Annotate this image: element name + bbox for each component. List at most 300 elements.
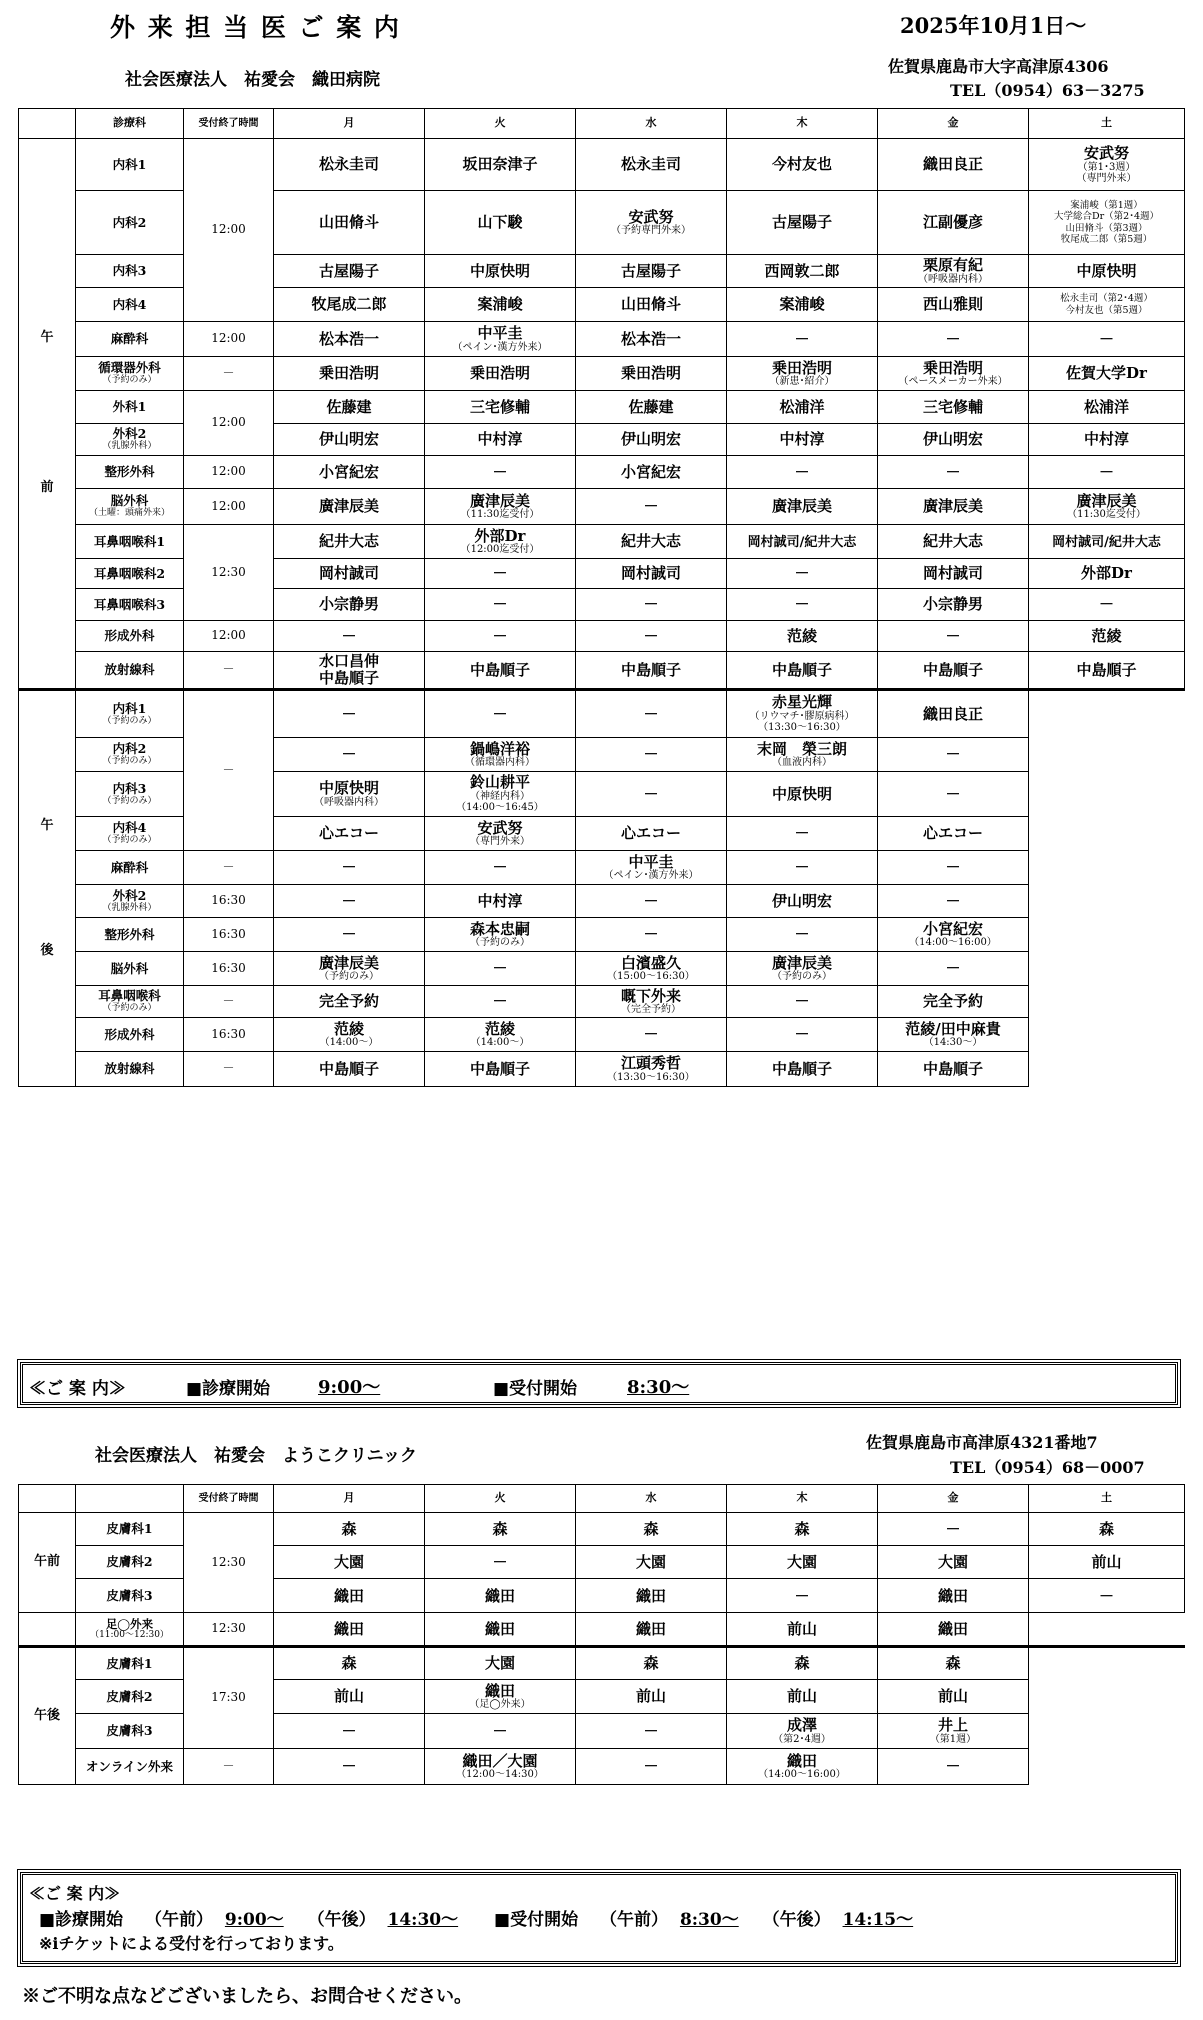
schedule-cell (274, 139, 425, 191)
schedule-cell (1029, 690, 1185, 738)
doctor-name: － (492, 704, 508, 723)
schedule-cell (425, 885, 576, 918)
reception-end-time: 12:00 (184, 322, 274, 357)
schedule-cell (727, 1647, 878, 1680)
doctor-name: － (945, 745, 961, 764)
doctor-name: 織田 (937, 1586, 968, 1605)
doctor-name: 小宮紀宏 (620, 462, 681, 481)
table-row (19, 690, 1185, 738)
table-row (19, 391, 1185, 424)
dept-name: 皮膚科2 (106, 1688, 153, 1704)
schedule-cell (576, 1613, 727, 1647)
doctor-name: 紀井大志 (922, 532, 983, 551)
schedule-cell (576, 525, 727, 559)
dept-note: （乳腺外科） (102, 902, 157, 913)
schedule-cell (1029, 424, 1185, 456)
reception-end-time: 12:30 (184, 1513, 274, 1613)
doctor-name: 前山 (333, 1687, 364, 1706)
schedule-cell (576, 918, 727, 952)
doctor-name: － (492, 626, 508, 645)
time-header: 受付終了時間 (184, 109, 274, 139)
schedule-cell (425, 652, 576, 690)
dept-cell (76, 738, 184, 772)
schedule-cell (878, 986, 1029, 1018)
schedule-cell (878, 772, 1029, 817)
table-row (19, 885, 1185, 918)
schedule-cell (425, 986, 576, 1018)
dept-note: （予約のみ） (102, 756, 157, 767)
schedule-cell (425, 139, 576, 191)
day-header-3: 木 (727, 1485, 878, 1513)
schedule-cell (727, 1749, 878, 1785)
doctor-name: 案浦峻 (477, 295, 523, 314)
dept-name: 外科2 (112, 887, 147, 903)
doctor-note: （ペイン･漢方外来） (603, 870, 699, 882)
schedule-cell (576, 322, 727, 357)
schedule-cell (274, 690, 425, 738)
doctor-name: － (492, 858, 508, 877)
dept-name: 皮膚科3 (106, 1723, 153, 1738)
doctor-name: 伊山明宏 (620, 430, 681, 449)
schedule-cell (878, 1513, 1029, 1546)
rotation-note: 山田脩斗（第3週） (1065, 222, 1148, 234)
corner-cell (19, 109, 76, 139)
doctor-name: － (643, 595, 659, 614)
doctor-name: － (945, 784, 961, 803)
table-row (19, 139, 1185, 191)
doctor-name: 范綾/田中麻貴 (905, 1019, 1001, 1038)
doctor-name: 范綾 (1091, 626, 1122, 645)
schedule-cell (274, 1647, 425, 1680)
clinic-tel: TEL（0954）68－0007 (950, 1458, 1145, 1477)
doctor-name: 山田脩斗 (620, 295, 681, 314)
dept-name: 脳外科 (110, 960, 149, 976)
dept-name: 内科2 (112, 214, 147, 230)
dept-name: 循環器外科 (98, 360, 161, 376)
doctor-name: 小宗静男 (922, 595, 983, 614)
iticket-note: ※iチケットによる受付を行っております。 (39, 1934, 344, 1953)
doctor-name: 織田 (786, 1751, 817, 1770)
schedule-cell (425, 255, 576, 288)
schedule-cell (576, 139, 727, 191)
doctor-name: 森本忠嗣 (469, 919, 530, 938)
dept-note: （予約のみ） (102, 375, 157, 386)
doctor-name: 江副優彦 (922, 213, 983, 232)
doctor-name: 外部Dr (474, 526, 526, 545)
doctor-name: 森 (643, 1654, 659, 1673)
rotation-note: 松永圭司（第2･4週） (1060, 293, 1153, 305)
doctor-note: （完全予約） (621, 1004, 681, 1016)
dept-cell (76, 1052, 184, 1087)
doctor-name: 乗田浩明 (922, 358, 983, 377)
doctor-name: 森 (794, 1520, 810, 1539)
reception-am-time: 8:30～ (679, 1910, 739, 1930)
dept-name: 内科3 (112, 780, 147, 796)
doctor-name: － (945, 626, 961, 645)
doctor-name: 中村淳 (1083, 430, 1129, 449)
schedule-cell (576, 1018, 727, 1052)
schedule-cell (727, 1714, 878, 1749)
doctor-name: 織田 (484, 1620, 515, 1639)
doctor-name: 山下駿 (477, 213, 523, 232)
doctor-name: － (492, 992, 508, 1011)
schedule-cell (576, 1749, 727, 1785)
doctor-name: 前山 (635, 1687, 666, 1706)
schedule-cell (425, 191, 576, 255)
consult-start-label: ■診療開始 (186, 1379, 271, 1399)
doctor-name: 鈴山耕平 (469, 773, 530, 792)
reception-end-time: － (184, 690, 274, 851)
schedule-cell (576, 255, 727, 288)
doctor-name: 廣津辰美 (318, 953, 379, 972)
rotation-note: 案浦峻（第1週） (1070, 200, 1143, 212)
schedule-cell (727, 885, 878, 918)
dept-name: 皮膚科2 (106, 1554, 153, 1569)
doctor-note: （11:30迄受付） (460, 509, 540, 521)
schedule-cell (274, 288, 425, 322)
schedule-cell (576, 391, 727, 424)
schedule-cell (1029, 851, 1185, 885)
day-header-0: 月 (274, 109, 425, 139)
doctor-name: 乗田浩明 (318, 364, 379, 383)
schedule-cell (274, 885, 425, 918)
doctor-name: 伊山明宏 (922, 430, 983, 449)
reception-end-time: 16:30 (184, 1018, 274, 1052)
schedule-cell (425, 1714, 576, 1749)
doctor-note: （13:30～16:30） (607, 1071, 695, 1083)
schedule-cell (274, 817, 425, 851)
doctor-name: － (794, 329, 810, 348)
schedule-cell (878, 885, 1029, 918)
doctor-name: 乗田浩明 (771, 358, 832, 377)
schedule-cell (1029, 139, 1185, 191)
clinic-address: 佐賀県鹿島市高津原4321番地7 (866, 1433, 1098, 1452)
dept-cell (76, 525, 184, 559)
doctor-name: 森 (341, 1654, 357, 1673)
schedule-cell (878, 1579, 1029, 1613)
dept-cell (76, 817, 184, 851)
pm-label: （午後） (762, 1910, 831, 1930)
doctor-name: 大園 (635, 1553, 666, 1572)
doctor-name: － (341, 745, 357, 764)
doctor-name: 乗田浩明 (469, 364, 530, 383)
schedule-cell (878, 559, 1029, 589)
table-row (19, 621, 1185, 652)
doctor-name: － (643, 704, 659, 723)
schedule-cell (274, 391, 425, 424)
schedule-cell (1029, 1680, 1185, 1714)
doctor-name: 織田 (635, 1586, 666, 1605)
doctor-note: （12:00迄受付） (460, 544, 540, 556)
doctor-name: 中原快明 (318, 779, 379, 797)
schedule-cell (727, 391, 878, 424)
schedule-cell (727, 652, 878, 690)
schedule-cell (727, 1052, 878, 1087)
hospital-tel: TEL（0954）63－3275 (950, 81, 1145, 100)
schedule-cell (1029, 918, 1185, 952)
session-char: 午 (40, 817, 54, 833)
doctor-name: 今村友也 (771, 155, 832, 174)
doctor-note: （神経内科） (470, 791, 530, 803)
schedule-cell (576, 1714, 727, 1749)
session-label (19, 139, 76, 690)
schedule-cell (425, 621, 576, 652)
doctor-name: 森 (341, 1520, 357, 1539)
schedule-cell (1029, 952, 1185, 986)
doctor-name: 織田 (484, 1681, 515, 1700)
schedule-cell (878, 288, 1029, 322)
doctor-name: 森 (492, 1520, 508, 1539)
doctor-name: － (492, 462, 508, 481)
doctor-name: 中島順子 (922, 660, 983, 679)
schedule-cell (878, 918, 1029, 952)
doctor-name: 中島順子 (318, 669, 379, 687)
dept-name: 外科1 (112, 399, 147, 414)
reception-end-time: 12:00 (184, 139, 274, 322)
doctor-name: 前山 (1091, 1553, 1122, 1572)
doctor-name: － (643, 1721, 659, 1740)
schedule-cell (1029, 1749, 1185, 1785)
doctor-name: 江頭秀哲 (620, 1054, 681, 1072)
doctor-name: 前山 (786, 1687, 817, 1706)
schedule-cell (576, 1052, 727, 1087)
schedule-cell (576, 817, 727, 851)
reception-end-time: － (184, 357, 274, 391)
dept-name: 内科1 (112, 156, 147, 172)
schedule-cell (274, 738, 425, 772)
doctor-name: 中村淳 (779, 430, 825, 449)
schedule-cell (1029, 621, 1185, 652)
am-label: （午前） (144, 1910, 213, 1930)
doctor-name: 大園 (484, 1654, 515, 1673)
schedule-cell (425, 690, 576, 738)
schedule-cell (878, 489, 1029, 525)
schedule-cell (274, 191, 425, 255)
schedule-cell (727, 424, 878, 456)
doctor-name: 中原快明 (1076, 261, 1137, 280)
consult-start-label: ■診療開始 (39, 1910, 124, 1930)
dept-name: 放射線科 (104, 662, 155, 677)
schedule-cell (1029, 652, 1185, 690)
schedule-cell (727, 952, 878, 986)
dept-cell (76, 322, 184, 357)
schedule-cell (878, 139, 1029, 191)
schedule-cell (878, 1613, 1029, 1647)
schedule-cell (425, 1018, 576, 1052)
dept-cell (76, 357, 184, 391)
schedule-cell (727, 525, 878, 559)
dept-cell (76, 690, 184, 738)
schedule-cell (274, 621, 425, 652)
doctor-note: （新患･紹介） (769, 376, 835, 388)
table-row (19, 357, 1185, 391)
doctor-name: 三宅修輔 (922, 397, 983, 416)
reception-pm-time: 14:15～ (842, 1910, 914, 1930)
schedule-cell (727, 1680, 878, 1714)
schedule-cell (425, 357, 576, 391)
schedule-cell (1029, 456, 1185, 489)
reception-end-time: 12:00 (184, 489, 274, 525)
schedule-cell (1029, 559, 1185, 589)
session-label (19, 1513, 76, 1613)
doctor-name: 中島順子 (771, 660, 832, 679)
doctor-name: 小宗静男 (318, 595, 379, 614)
day-header-4: 金 (878, 1485, 1029, 1513)
dept-cell (76, 918, 184, 952)
doctor-name: － (794, 462, 810, 481)
schedule-cell (1029, 1714, 1185, 1749)
dept-cell (76, 851, 184, 885)
table-row (19, 652, 1185, 690)
doctor-name: 牧尾成二郎 (311, 295, 387, 314)
reception-end-time: － (184, 851, 274, 885)
doctor-name: 范綾 (333, 1019, 364, 1038)
schedule-cell (576, 357, 727, 391)
schedule-cell (576, 885, 727, 918)
schedule-cell (727, 1018, 878, 1052)
doctor-name: － (794, 925, 810, 944)
table-row (19, 952, 1185, 986)
hospital-name: 社会医療法人 祐愛会 織田病院 (125, 70, 380, 90)
day-header-0: 月 (274, 1485, 425, 1513)
doctor-name: － (492, 564, 508, 583)
schedule-cell (576, 1647, 727, 1680)
clinic-schedule-table (18, 1484, 1185, 1785)
consult-start-time: 9:00～ (318, 1377, 381, 1398)
schedule-cell (274, 1052, 425, 1087)
doctor-note: （14:00～） (470, 1037, 530, 1049)
doctor-name: 前山 (786, 1620, 817, 1639)
schedule-cell (576, 191, 727, 255)
am-label: （午前） (600, 1910, 669, 1930)
session-char: 午前 (33, 1554, 60, 1570)
notice-label: ≪ご 案 内≫ (29, 1379, 126, 1399)
doctor-name: － (492, 595, 508, 614)
notice-box-clinic (20, 1872, 1178, 1964)
table-row (19, 525, 1185, 559)
doctor-note: （ペイン･漢方外来） (452, 341, 548, 353)
doctor-name: 佐賀大学Dr (1066, 364, 1147, 383)
doctor-note: （15:00～16:30） (607, 971, 695, 983)
doctor-note: （循環器内科） (465, 757, 535, 769)
dept-cell (76, 489, 184, 525)
schedule-cell (274, 525, 425, 559)
table-row (19, 1749, 1185, 1785)
doctor-name: 心エコー (318, 824, 379, 843)
schedule-cell (425, 322, 576, 357)
reception-end-time: 12:30 (184, 1613, 274, 1647)
schedule-cell (274, 255, 425, 288)
schedule-cell (425, 1613, 576, 1647)
doctor-name: － (1098, 462, 1114, 481)
doctor-name: 古屋陽子 (771, 213, 832, 232)
session-label (19, 690, 76, 1087)
doctor-name: 大園 (786, 1553, 817, 1572)
schedule-cell (274, 489, 425, 525)
schedule-cell (878, 1680, 1029, 1714)
doctor-note: （予約専門外来） (611, 225, 691, 237)
schedule-cell (425, 589, 576, 621)
pm-label: （午後） (307, 1910, 376, 1930)
doctor-name: 織田 (333, 1620, 364, 1639)
doctor-note: （14:30～） (923, 1037, 983, 1049)
schedule-cell (878, 1052, 1029, 1087)
schedule-cell (274, 1749, 425, 1785)
schedule-cell (576, 986, 727, 1018)
schedule-cell (576, 489, 727, 525)
schedule-cell (576, 690, 727, 738)
schedule-cell (878, 1647, 1029, 1680)
schedule-cell (576, 1579, 727, 1613)
dept-note: （土曜：頭痛外来） (88, 508, 170, 519)
doctor-name: 織田 (484, 1586, 515, 1605)
doctor-name: － (945, 858, 961, 877)
consult-am-time: 9:00～ (224, 1910, 284, 1930)
doctor-name: 水口昌伸 (318, 652, 379, 671)
time-header: 受付終了時間 (184, 1485, 274, 1513)
effective-date: 2025年10月1日～ (900, 13, 1087, 38)
session-char: 午 (40, 330, 54, 346)
doctor-name: 中村淳 (477, 891, 523, 910)
schedule-cell (274, 986, 425, 1018)
doctor-name: 中島順子 (922, 1059, 983, 1078)
doctor-name: 伊山明宏 (318, 430, 379, 449)
dept-name: 皮膚科3 (106, 1587, 153, 1603)
schedule-cell (274, 589, 425, 621)
schedule-cell (878, 652, 1029, 690)
table-row (19, 322, 1185, 357)
schedule-cell (727, 589, 878, 621)
doctor-name: 織田 (937, 1620, 968, 1639)
day-header-1: 火 (425, 1485, 576, 1513)
doctor-name: 織田良正 (922, 704, 983, 723)
doctor-name: － (794, 858, 810, 877)
schedule-cell (576, 621, 727, 652)
doctor-name: 安武努 (477, 818, 523, 837)
doctor-name: 中島順子 (771, 1059, 832, 1078)
schedule-cell (274, 1680, 425, 1714)
doctor-note: （12:00～14:30） (456, 1769, 544, 1781)
dept-note: （予約のみ） (102, 1003, 157, 1014)
doctor-note: （血液内科） (772, 757, 832, 769)
doctor-name: 古屋陽子 (620, 261, 681, 280)
schedule-cell (878, 1018, 1029, 1052)
doctor-name: － (643, 745, 659, 764)
schedule-cell (576, 456, 727, 489)
schedule-cell (1029, 322, 1185, 357)
doctor-name: － (643, 891, 659, 910)
schedule-cell (274, 1579, 425, 1613)
schedule-cell (727, 456, 878, 489)
doctor-name: － (643, 626, 659, 645)
doctor-name: － (794, 824, 810, 843)
dept-header (76, 1485, 184, 1513)
doctor-name: 松浦洋 (779, 397, 825, 416)
corner-cell (19, 1485, 76, 1513)
dept-cell (76, 652, 184, 690)
rotation-note: 今村友也（第5週） (1065, 304, 1148, 316)
schedule-cell (878, 851, 1029, 885)
dept-name: 形成外科 (104, 628, 155, 643)
dept-cell (76, 288, 184, 322)
doctor-name: － (492, 1553, 508, 1572)
doctor-name: － (341, 925, 357, 944)
dept-note: （乳腺外科） (102, 441, 157, 452)
schedule-cell (1029, 1647, 1185, 1680)
notice-box-hospital (20, 1362, 1178, 1405)
doctor-name: － (1098, 1586, 1114, 1605)
table-row (19, 1513, 1185, 1546)
